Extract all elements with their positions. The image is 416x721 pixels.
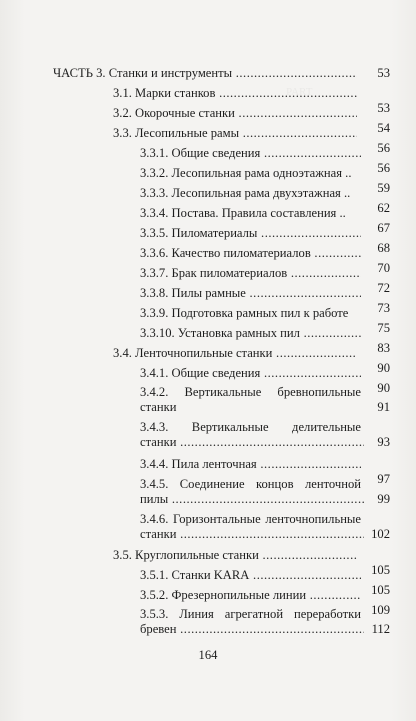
entry-title-continued: станки .....: [140, 435, 364, 449]
page-number: 105: [371, 583, 390, 597]
toc-row-3-4-3: [140, 420, 389, 450]
page-number: 93: [377, 435, 390, 449]
entry-title: 3.5.1. Станки KARA .....: [140, 568, 361, 582]
page-number: 90: [377, 381, 390, 395]
entry-title-continued: станки .....: [140, 527, 364, 541]
entry-title: 3.4.1. Общие сведения .....: [140, 366, 361, 380]
entry-title: 3.3.3. Лесопильная рама двухэтажная ..: [140, 186, 351, 200]
page-number: 59: [377, 181, 390, 195]
part-label: ЧАСТЬ 3. Станки и инструменты .....: [53, 66, 357, 80]
entry-title: 3.4.5. Соединение концов ленточной: [140, 477, 361, 491]
entry-title-continued: станки: [140, 400, 177, 414]
page-number: 72: [377, 281, 390, 295]
page-number: 90: [377, 361, 390, 375]
page-footer-number: 164: [198, 648, 218, 662]
entry-title: 3.3.7. Брак пиломатериалов .....: [140, 266, 361, 280]
entry-title: 3.3.10. Установка рамных пил .....: [140, 326, 361, 340]
page-number: 75: [377, 321, 390, 335]
page-number: 102: [371, 527, 390, 541]
page-number: 62: [377, 201, 390, 215]
entry-title: 3.4. Ленточнопильные станки .....: [113, 346, 357, 360]
page-number: 68: [377, 241, 390, 255]
page-number: 73: [377, 301, 390, 315]
toc-row-3-4-5: [140, 477, 389, 507]
entry-title: 3.3.6. Качество пиломатериалов .....: [140, 246, 361, 260]
entry-title: 3.3.8. Пилы рамные .....: [140, 286, 361, 300]
page-number: 56: [377, 141, 390, 155]
entry-title: 3.3.2. Лесопильная рама одноэтажная ..: [140, 166, 352, 180]
entry-title: 3.3.4. Постава. Правила составления ..: [140, 206, 346, 220]
page-number: 112: [371, 622, 390, 636]
entry-title: 3.4.4. Пила ленточная .....: [140, 457, 361, 471]
entry-title: 3.5.2. Фрезернопильные линии .....: [140, 588, 361, 602]
page-number: 53: [377, 66, 390, 80]
page-number: 97: [377, 472, 390, 486]
page-number: 109: [371, 603, 390, 617]
entry-title: 3.4.3. Вертикальные делительные: [140, 420, 361, 434]
page-number: 67: [377, 221, 390, 235]
toc-row-part3: [53, 66, 389, 81]
entry-title: 3.5.3. Линия агрегатной переработки: [140, 607, 361, 621]
page-number: 54: [377, 121, 390, 135]
page-number: 53: [377, 101, 390, 115]
entry-title: 3.5. Круглопильные станки .....: [113, 548, 357, 562]
entry-title: 3.3.9. Подготовка рамных пил к работе: [140, 306, 349, 320]
toc-row-3-4-6: [140, 512, 389, 542]
page-number: 91: [377, 400, 390, 414]
entry-title-continued: бревен .....: [140, 622, 364, 636]
entry-title: 3.3.5. Пиломатериалы .....: [140, 226, 361, 240]
page-number: 56: [377, 161, 390, 175]
entry-title: 3.2. Окорочные станки .....: [113, 106, 357, 120]
toc-row-3-4-2: [140, 385, 389, 415]
entry-title: 3.4.6. Горизонтальные ленточнопильные: [140, 512, 361, 526]
entry-title-continued: пилы .....: [140, 492, 364, 506]
page-number: 105: [371, 563, 390, 577]
toc-row-3-5-3: [140, 607, 389, 637]
page-number: 99: [377, 492, 390, 506]
page-number: 83: [377, 341, 390, 355]
entry-title: 3.1. Марки станков .....: [113, 86, 357, 100]
entry-title: 3.4.2. Вертикальные бревнопильные: [140, 385, 361, 399]
entry-title: 3.3. Лесопильные рамы .....: [113, 126, 357, 140]
page-number: 70: [377, 261, 390, 275]
entry-title: 3.3.1. Общие сведения .....: [140, 146, 361, 160]
